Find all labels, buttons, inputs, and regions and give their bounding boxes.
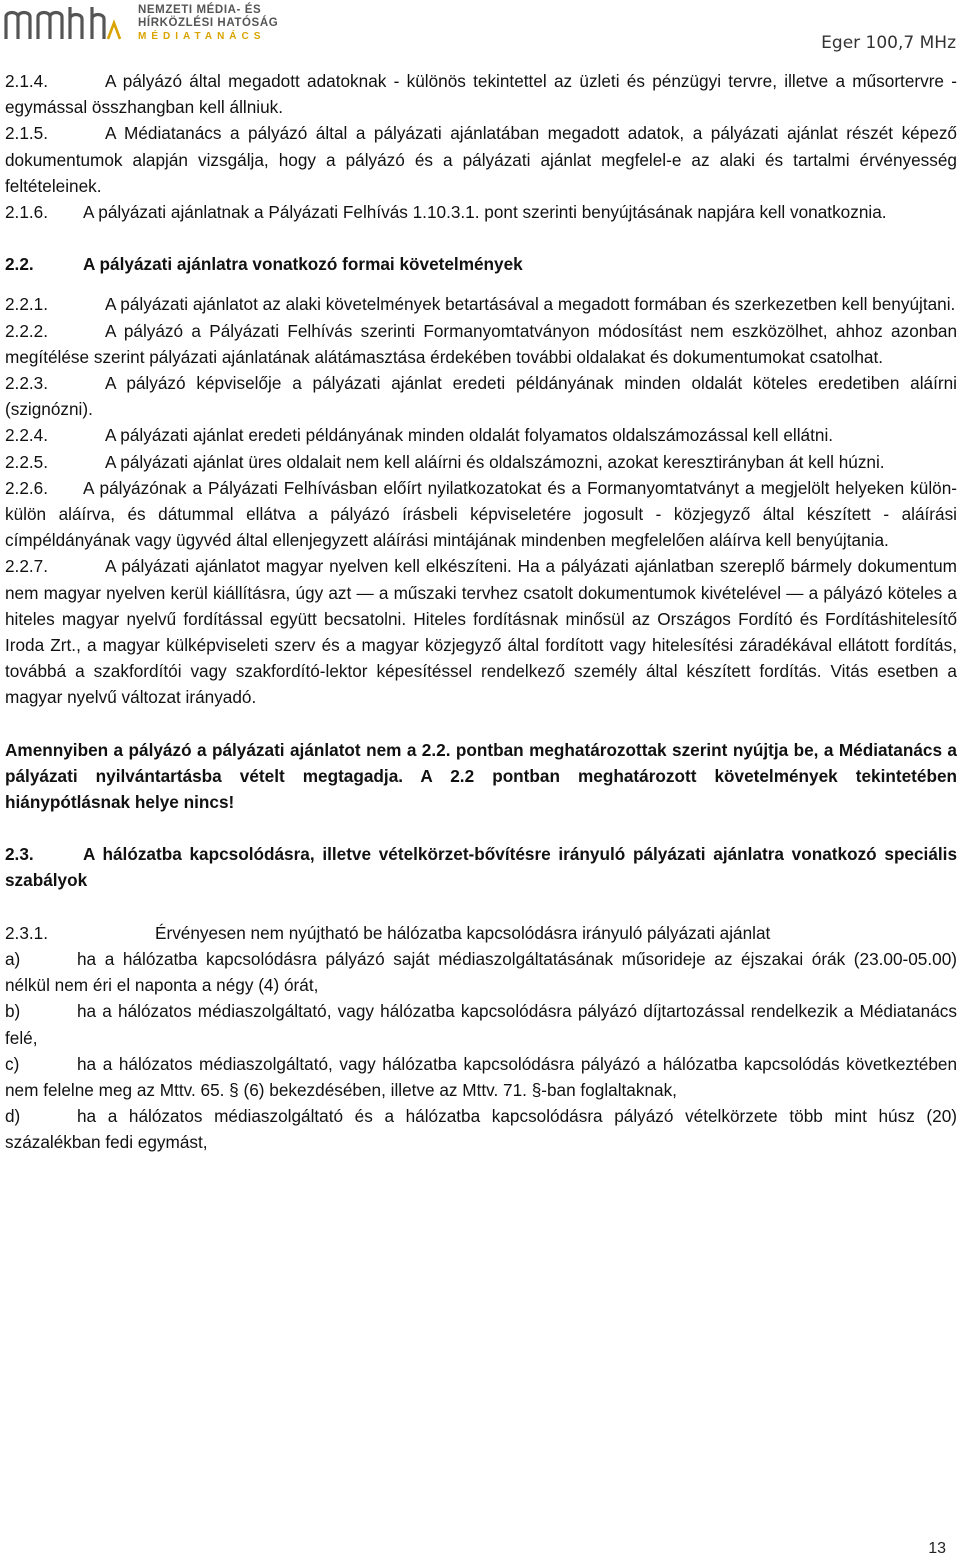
section-number: 2.2.5. (5, 451, 49, 472)
section-heading-text: A hálózatba kapcsolódásra, illetve vételkörzet-bővítésre irányuló pályázati ajánlatra vonatkozó speciális szabályok (5, 844, 957, 891)
spacer (5, 711, 957, 737)
spacer (5, 815, 957, 841)
list-item-a (5, 946, 957, 998)
paragraph-2-1-6 (5, 199, 957, 225)
logo-line-2: HÍRKÖZLÉSI HATÓSÁG (138, 17, 279, 29)
spacer (5, 894, 957, 920)
section-number: 2.2.1. (5, 294, 49, 315)
paragraph-2-2-6 (5, 475, 957, 554)
list-item-text: ha a hálózatos médiaszolgáltató és a hálózatba kapcsolódásra pályázó vételkörzete több mint húsz (20) százalékban fedi egymást, (5, 1106, 957, 1153)
paragraph-2-2-3 (5, 370, 957, 422)
list-item-c (5, 1051, 957, 1103)
nmhh-logo (4, 4, 278, 43)
section-number: 2.1.6. (5, 202, 49, 223)
spacer (5, 277, 957, 291)
paragraph-2-2-5 (5, 449, 957, 475)
paragraph-text: A pályázónak a Pályázati Felhívásban előírt nyilatkozatokat és a Formanyomtatványt a megjelölt helyeken külön-külön aláírva, és dátummal ellátva a pályázó írásbeli képviseletére jogosult - közjegyző által készített - aláírási címpéldányának vagy ügyvéd által ellenjegyzett aláírási mintájának mindenben megfelelően aláírva kell benyújtania. (5, 477, 957, 551)
paragraph-text: A pályázati ajánlat eredeti példányának minden oldalát folyamatos oldalszámozással kell ellátni. (105, 425, 834, 446)
list-item-text: ha a hálózatos médiaszolgáltató, vagy hálózatba kapcsolódásra pályázó a hálózatba kapcsolódás következtében nem felelne meg az Mttv. 65. § (6) bekezdésében, illetve az Mttv. 71. §-ban foglaltaknak, (5, 1053, 957, 1100)
list-item-text: ha a hálózatba kapcsolódásra pályázó saját médiaszolgáltatásának műsorideje az éjszakai órák (23.00-05.00) nélkül nem éri el naponta a négy (4) órát, (5, 948, 957, 996)
list-letter: c) (5, 1053, 20, 1074)
bold-notice: Amennyiben a pályázó a pályázati ajánlatot nem a 2.2. pontban meghatározottak szerint nyújtja be, a Médiatanács a pályázati nyilvántartásba vételt megtagadja. A 2.2 pontban meghatározott követelmények tekintetében hiánypótlásnak helye nincs! (5, 739, 957, 813)
section-number: 2.2. (5, 254, 34, 275)
paragraph-2-2-2 (5, 318, 957, 370)
document-body (5, 68, 957, 1156)
spacer (5, 225, 957, 251)
paragraph-text: A pályázó a Pályázati Felhívás szerinti Formanyomtatványon módosítást nem eszközölhet, ahhoz azonban megítélése szerint pályázati ajánlatának alátámasztása érdekében további oldalakat és dokumentumokat csatolhat. (5, 320, 957, 367)
list-item-d (5, 1103, 957, 1155)
list-letter: a) (5, 948, 21, 969)
list-letter: d) (5, 1106, 21, 1127)
page-number: 13 (928, 1540, 946, 1557)
section-heading-2-3 (5, 841, 957, 893)
paragraph-text: A Médiatanács a pályázó által a pályázati ajánlatában megadott adatok, a pályázati ajánlat részét képező dokumentumok alapján vizsgálja, hogy a pályázó és a pályázati ajánlat megfelel-e az alaki és tartalmi érvényesség feltételeinek. (5, 123, 957, 196)
paragraph-text: A pályázati ajánlatot magyar nyelven kell elkészíteni. Ha a pályázati ajánlatban szereplő bármely dokumentum nem magyar nyelven kerül kiállításra, úgy azt — a műszaki tervhez csatolt dokumentumok kivételével — a pályázó köteles a hiteles magyar nyelvű fordítással együtt becsatolni. Hiteles fordításnak minősül az Országos Fordító és Fordításhitelesítő Iroda Zrt., a magyar külképviseleti szerv és a magyar közjegyző által fordított vagy hitelesítési záradékával ellátott fordítás, továbbá a szakfordítói vagy szakfordító-lektor képesítéssel rendelkező személy által készített fordítás. Vitás esetben a magyar nyelvű változat irányadó. (5, 556, 957, 708)
paragraph-text: A pályázó képviselője a pályázati ajánlat eredeti példányának minden oldalát köteles eredetiben aláírni (szignózni). (5, 373, 957, 420)
section-number: 2.2.2. (5, 320, 49, 341)
paragraph-text: Érvényesen nem nyújtható be hálózatba kapcsolódásra irányuló pályázati ajánlat (155, 922, 771, 943)
page-header (0, 0, 960, 52)
section-heading-text: A pályázati ajánlatra vonatkozó formai követelmények (83, 254, 523, 275)
section-heading-2-2 (5, 251, 957, 277)
paragraph-text: A pályázó által megadott adatoknak - különös tekintettel az üzleti és pénzügyi tervre, illetve a műsortervre - egymással összhangban kell állniuk. (5, 71, 957, 118)
paragraph-2-3-1 (5, 920, 957, 946)
nmhh-logo-mark-icon (4, 5, 132, 43)
section-number: 2.1.4. (5, 71, 49, 91)
paragraph-2-1-4 (5, 68, 957, 120)
paragraph-2-2-4 (5, 422, 957, 448)
section-number: 2.2.7. (5, 556, 49, 577)
station-label: Eger 100,7 MHz (821, 33, 956, 53)
section-number: 2.2.4. (5, 425, 49, 446)
list-item-text: ha a hálózatos médiaszolgáltató, vagy hálózatba kapcsolódásra pályázó díjtartozással rendelkezik a Médiatanács felé, (5, 1001, 957, 1048)
paragraph-text: A pályázati ajánlatnak a Pályázati Felhívás 1.10.3.1. pont szerinti benyújtásának napjára kell vonatkoznia. (83, 202, 887, 223)
section-number: 2.3.1. (5, 922, 49, 943)
list-letter: b) (5, 1001, 21, 1022)
logo-line-1: NEMZETI MÉDIA- ÉS (138, 4, 262, 16)
section-number: 2.2.3. (5, 373, 49, 394)
section-number: 2.2.6. (5, 477, 49, 498)
logo-text-block (138, 4, 278, 43)
logo-line-3: MÉDIATANÁCS (138, 31, 266, 42)
section-number: 2.3. (5, 844, 34, 865)
paragraph-text: A pályázati ajánlat üres oldalait nem kell aláírni és oldalszámozni, azokat keresztirányban át kell húzni. (105, 451, 885, 472)
paragraph-2-2-7 (5, 553, 957, 710)
paragraph-text: A pályázati ajánlatot az alaki követelmények betartásával a megadott formában és szerkezetben kell benyújtani. (105, 294, 956, 315)
section-number: 2.1.5. (5, 123, 49, 144)
list-item-b (5, 998, 957, 1050)
paragraph-2-2-1 (5, 291, 957, 317)
paragraph-2-1-5 (5, 120, 957, 199)
